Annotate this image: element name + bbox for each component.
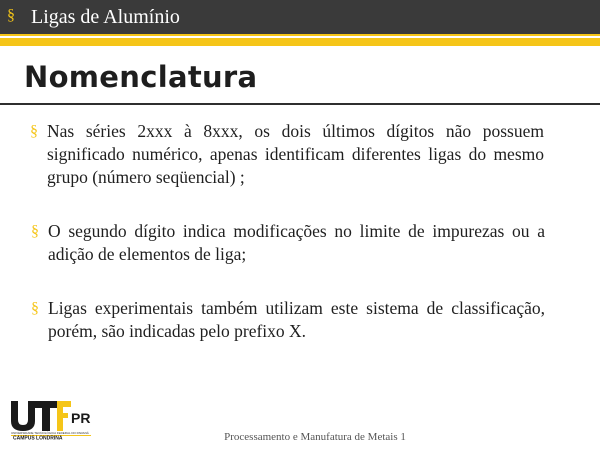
footer-text: Processamento e Manufatura de Metais 1	[224, 431, 406, 443]
bullet-paragraph	[30, 120, 544, 189]
heading-divider	[0, 103, 600, 105]
title-bullet-icon: §	[7, 7, 15, 24]
bullet-icon: §	[31, 300, 39, 317]
bullet-text: O segundo dígito indica modificações no limite de impurezas ou a adição de elementos de liga;	[48, 221, 545, 264]
section-heading: Nomenclatura	[24, 60, 258, 94]
bullet-text: Nas séries 2xxx à 8xxx, os dois últimos dígitos não possuem significado numérico, apenas identificam diferentes ligas do mesmo grupo (número seqüencial) ;	[47, 121, 544, 187]
bullet-paragraph	[31, 297, 545, 343]
title-bar	[0, 0, 600, 36]
accent-strip	[0, 38, 600, 46]
logo-campus: CAMPUS LONDRINA	[13, 435, 63, 440]
bullet-paragraph	[31, 220, 545, 266]
bullet-text: Ligas experimentais também utilizam este sistema de classificação, porém, são indicadas pelo prefixo X.	[48, 298, 545, 341]
bullet-icon: §	[30, 123, 38, 140]
logo-subtitle: UNIVERSIDADE TECNOLÓGICA FEDERAL DO PARANÁ	[11, 431, 89, 435]
svg-text:PR: PR	[71, 410, 91, 426]
slide-title: Ligas de Alumínio	[31, 6, 180, 28]
bullet-icon: §	[31, 223, 39, 240]
